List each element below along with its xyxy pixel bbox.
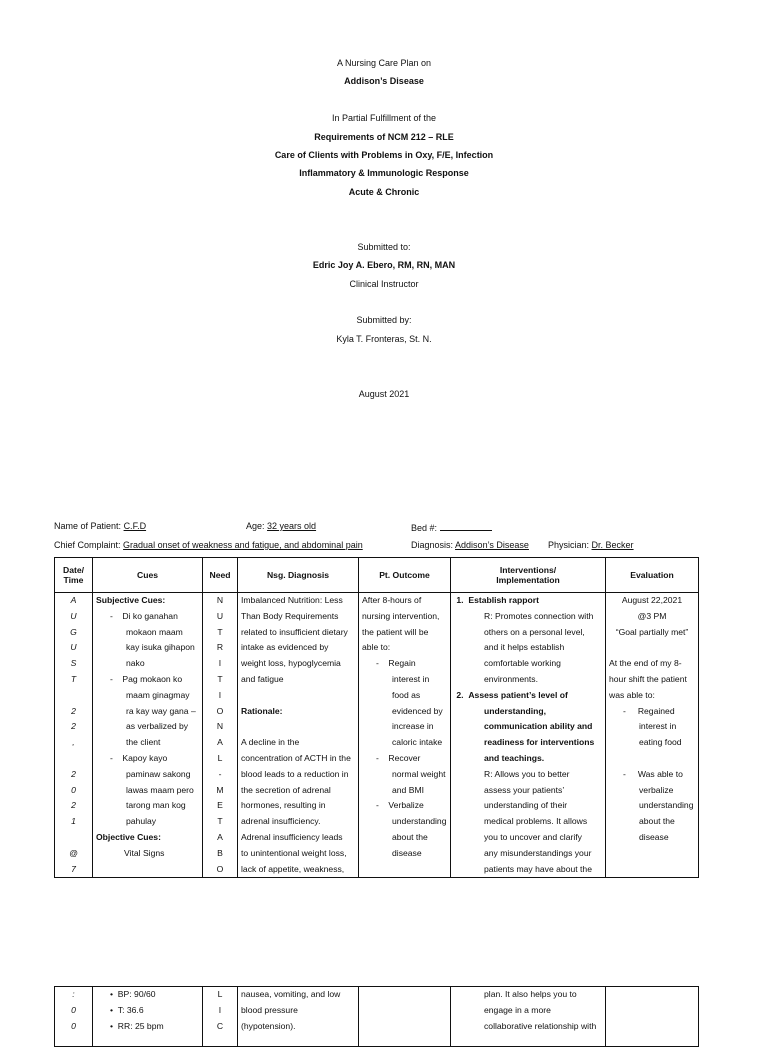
cue-2: - Pag mokaon ko: [110, 673, 183, 684]
header-date: Date/ Time: [55, 558, 93, 593]
header-need: Need: [203, 558, 238, 593]
evaluation-2: - Was able to: [623, 768, 683, 779]
evaluation-time: @3 PM: [637, 610, 667, 621]
instructor-title: Clinical Instructor: [349, 278, 419, 289]
cue-3: - Kapoy kayo: [110, 752, 168, 763]
evaluation-cell: [606, 987, 699, 1047]
chief-complaint-field: Chief Complaint: Gradual onset of weakness and fatigue, and abdominal pain: [54, 540, 363, 550]
care-plan-table: [54, 557, 699, 878]
need-cell: N U T R I T I O N A L - M E T A B O: [203, 593, 238, 878]
evaluation-date: August 22,2021: [621, 595, 683, 605]
cues-cell: Subjective Cues: - Di ko ganahan mokaon maam kay isuka gihapon nako - Pag mokaon ko maam ginagmay ra kay way gana – as verbalized by the client - Kapoy kayo paminaw sakong lawas maam pero tarong man kog pahulay Objective Cues: Vital Signs: [93, 593, 203, 878]
cover-partial: In Partial Fulfillment of the: [331, 113, 437, 124]
submitted-to-label: Submitted to:: [357, 241, 411, 252]
need-cell: L I C: [203, 987, 238, 1047]
intervention-1: 1. Establish rapport: [454, 595, 540, 605]
header-interventions: Interventions/ Implementation: [451, 558, 606, 593]
bed-number-field: Bed #:: [411, 521, 492, 534]
patient-outcome-cell: [359, 987, 451, 1047]
interventions-cell: plan. It also helps you to engage in a more collaborative relationship with: [451, 987, 606, 1047]
submitted-by-label: Submitted by:: [356, 315, 412, 326]
outcome-1: - Regain: [376, 658, 416, 669]
objective-cues-label: Objective Cues:: [96, 831, 161, 842]
physician-value: Dr. Becker: [591, 540, 634, 550]
cover-requirement-2: Care of Clients with Problems in Oxy, F/E, Infection: [274, 149, 494, 160]
cover-page: [0, 54, 768, 403]
nursing-diagnosis-cell: nausea, vomiting, and low blood pressure (hypotension).: [238, 987, 359, 1047]
cover-requirement-3: Inflammatory & Immunologic Response: [299, 168, 469, 179]
cover-requirement-1: Requirements of NCM 212 – RLE: [314, 131, 454, 142]
cover-intro: A Nursing Care Plan on: [336, 58, 432, 68]
patient-name-field: Name of Patient: C.F.D: [54, 521, 147, 531]
instructor-name: Edric Joy A. Ebero, RM, RN, MAN: [312, 260, 456, 271]
physician-field: Physician: Dr. Becker: [548, 540, 634, 550]
evaluation-status: “Goal partially met”: [615, 626, 689, 637]
header-evaluation: Evaluation: [606, 558, 699, 593]
student-name: Kyla T. Fronteras, St. N.: [336, 333, 432, 344]
bed-number-blank: [440, 521, 492, 531]
evaluation-1: - Regained: [623, 705, 675, 716]
care-plan-table-continued: [54, 986, 699, 1047]
diagnosis-value: Addison’s Disease: [455, 540, 529, 550]
patient-outcome-cell: After 8-hours of nursing intervention, the patient will be able to: - Regain interest in food as evidenced by increase in caloric intake - Recover normal weight and BMI - Verbalize understanding about the disease: [359, 593, 451, 878]
patient-age-field: Age: 32 years old: [246, 521, 317, 531]
header-nursing-diagnosis: Nsg. Diagnosis: [238, 558, 359, 593]
vital-sign-temp: • T: 36.6: [110, 1004, 144, 1015]
vital-sign-rr: • RR: 25 bpm: [110, 1020, 164, 1031]
cue-1: - Di ko ganahan: [110, 610, 178, 621]
chief-complaint: Gradual onset of weakness and fatigue, and abdominal pain: [123, 540, 363, 550]
outcome-3: - Verbalize: [376, 800, 424, 811]
patient-age: 32 years old: [267, 521, 317, 531]
table-header-row: [55, 558, 699, 593]
diagnosis-field: Diagnosis: Addison’s Disease: [411, 540, 529, 550]
interventions-cell: 1. Establish rapport R: Promotes connection with others on a personal level, and it helps establish comfortable working environments. 2. Assess patient’s level of understanding, communication ability and readiness for interventions and teachings. R: Allows you to better assess your patients’ understanding of their medical problems. It allows you to uncover and clarify any misunderstandings your patients may have about the: [451, 593, 606, 878]
cues-cell: [93, 987, 203, 1047]
date-cell: : 0 0: [55, 987, 93, 1047]
rationale-label: Rationale:: [241, 705, 283, 716]
cover-date: August 2021: [358, 389, 410, 400]
nursing-diagnosis-cell: Imbalanced Nutrition: Less Than Body Requirements related to insufficient dietary intake as evidenced by weight loss, hypoglycemia and fatigue Rationale: A decline in the concentration of ACTH in the blood leads to a reduction in the secretion of adrenal hormones, resulting in adrenal insufficiency. Adrenal insufficiency leads to unintentional weight loss, lack of appetite, weakness,: [238, 593, 359, 878]
table-body-row: [55, 593, 699, 878]
patient-name: C.F.D: [123, 521, 147, 531]
outcome-2: - Recover: [376, 752, 421, 763]
header-cues: Cues: [93, 558, 203, 593]
vital-sign-bp: • BP: 90/60: [110, 989, 156, 999]
subjective-cues-label: Subjective Cues:: [96, 595, 166, 605]
cover-requirement-4: Acute & Chronic: [348, 186, 420, 197]
vital-signs-label: Vital Signs: [124, 847, 165, 858]
evaluation-cell: August 22,2021 @3 PM “Goal partially met” At the end of my 8- hour shift the patient was able to: - Regained interest in eating food - Was able to verbalize understanding about the disease: [606, 593, 699, 878]
header-patient-outcome: Pt. Outcome: [359, 558, 451, 593]
table-body-row: [55, 987, 699, 1047]
date-cell: A U G U S T 2 2 , 2 0 2 1 @ 7: [55, 593, 93, 878]
intervention-2: 2. Assess patient’s level of: [454, 689, 568, 700]
cover-title: Addison’s Disease: [344, 76, 424, 87]
